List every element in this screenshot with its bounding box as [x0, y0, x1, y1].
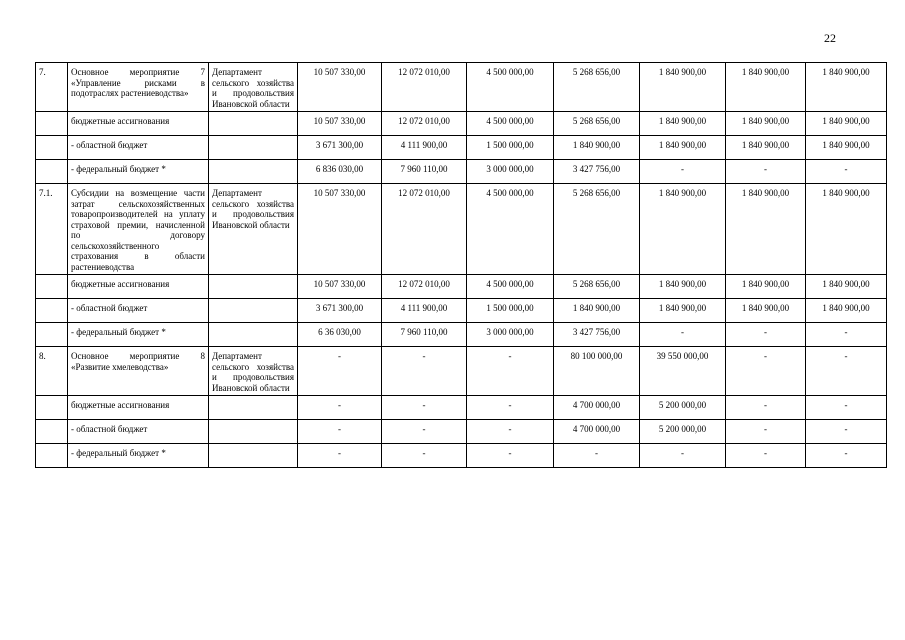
value-cell-4: 4 700 000,00: [554, 420, 640, 444]
row-name: - федеральный бюджет *: [68, 323, 209, 347]
value-cell-5: 1 840 900,00: [640, 112, 726, 136]
table-row-main: [36, 184, 887, 275]
value-cell-7: 1 840 900,00: [806, 112, 887, 136]
row-executor: Департамент сельского хозяйства и продовольствия Ивановской области: [209, 63, 298, 112]
row-executor-empty: [209, 136, 298, 160]
table-row-sub: [36, 420, 887, 444]
row-name: - федеральный бюджет *: [68, 444, 209, 468]
value-cell-3: 4 500 000,00: [467, 184, 554, 275]
row-executor-empty: [209, 323, 298, 347]
row-index-empty: [36, 112, 68, 136]
value-cell-7: -: [806, 420, 887, 444]
row-index: 7.1.: [36, 184, 68, 275]
row-index: 8.: [36, 347, 68, 396]
row-executor-empty: [209, 299, 298, 323]
value-cell-1: -: [298, 444, 382, 468]
row-name: бюджетные ассигнования: [68, 112, 209, 136]
row-executor-empty: [209, 112, 298, 136]
value-cell-1: -: [298, 347, 382, 396]
value-cell-5: -: [640, 444, 726, 468]
value-cell-4: 5 268 656,00: [554, 63, 640, 112]
row-index-empty: [36, 323, 68, 347]
row-name: бюджетные ассигнования: [68, 396, 209, 420]
value-cell-5: 5 200 000,00: [640, 420, 726, 444]
value-cell-2: 4 111 900,00: [382, 136, 467, 160]
value-cell-4: 4 700 000,00: [554, 396, 640, 420]
table-row-sub: [36, 444, 887, 468]
row-name: Основное мероприятие 7 «Управление рисками в подотраслях растениеводства»: [68, 63, 209, 112]
row-index-empty: [36, 275, 68, 299]
value-cell-2: 7 960 110,00: [382, 323, 467, 347]
value-cell-1: -: [298, 420, 382, 444]
value-cell-1: 6 36 030,00: [298, 323, 382, 347]
value-cell-3: 4 500 000,00: [467, 112, 554, 136]
value-cell-3: 4 500 000,00: [467, 275, 554, 299]
value-cell-2: 12 072 010,00: [382, 112, 467, 136]
value-cell-3: -: [467, 347, 554, 396]
value-cell-5: 39 550 000,00: [640, 347, 726, 396]
page-number: 22: [824, 31, 836, 45]
value-cell-3: 3 000 000,00: [467, 160, 554, 184]
row-name: - федеральный бюджет *: [68, 160, 209, 184]
table-body: [36, 63, 887, 468]
table-row-main: [36, 63, 887, 112]
value-cell-5: 1 840 900,00: [640, 299, 726, 323]
row-name: - областной бюджет: [68, 136, 209, 160]
value-cell-7: 1 840 900,00: [806, 275, 887, 299]
value-cell-2: 12 072 010,00: [382, 275, 467, 299]
value-cell-6: -: [726, 323, 806, 347]
table-row-sub: [36, 323, 887, 347]
table-row-sub: [36, 136, 887, 160]
value-cell-3: 1 500 000,00: [467, 299, 554, 323]
value-cell-7: -: [806, 323, 887, 347]
value-cell-7: 1 840 900,00: [806, 136, 887, 160]
value-cell-7: -: [806, 444, 887, 468]
row-index-empty: [36, 136, 68, 160]
table-row-main: [36, 347, 887, 396]
value-cell-6: -: [726, 420, 806, 444]
row-name: - областной бюджет: [68, 299, 209, 323]
row-name: Основное мероприятие 8 «Развитие хмелеводства»: [68, 347, 209, 396]
value-cell-6: 1 840 900,00: [726, 299, 806, 323]
row-executor: Департамент сельского хозяйства и продовольствия Ивановской области: [209, 347, 298, 396]
value-cell-6: -: [726, 444, 806, 468]
row-index-empty: [36, 396, 68, 420]
table-row-sub: [36, 112, 887, 136]
value-cell-7: -: [806, 347, 887, 396]
value-cell-6: 1 840 900,00: [726, 63, 806, 112]
value-cell-4: 80 100 000,00: [554, 347, 640, 396]
table-row-sub: [36, 160, 887, 184]
row-executor-empty: [209, 396, 298, 420]
value-cell-1: 3 671 300,00: [298, 299, 382, 323]
row-index-empty: [36, 299, 68, 323]
row-executor-empty: [209, 160, 298, 184]
value-cell-5: -: [640, 323, 726, 347]
value-cell-3: -: [467, 396, 554, 420]
value-cell-2: -: [382, 396, 467, 420]
table-row-sub: [36, 299, 887, 323]
value-cell-5: 5 200 000,00: [640, 396, 726, 420]
row-name: - областной бюджет: [68, 420, 209, 444]
value-cell-7: 1 840 900,00: [806, 63, 887, 112]
value-cell-5: 1 840 900,00: [640, 275, 726, 299]
value-cell-5: -: [640, 160, 726, 184]
value-cell-4: 1 840 900,00: [554, 136, 640, 160]
row-name: Субсидии на возмещение части затрат сельскохозяйственных товаропроизводителей на уплату страховой премии, начисленной по договору сельскохозяйственного страхования в области растениеводства: [68, 184, 209, 275]
value-cell-2: -: [382, 420, 467, 444]
value-cell-4: 3 427 756,00: [554, 160, 640, 184]
row-executor: Департамент сельского хозяйства и продовольствия Ивановской области: [209, 184, 298, 275]
value-cell-6: 1 840 900,00: [726, 112, 806, 136]
value-cell-1: -: [298, 396, 382, 420]
value-cell-2: -: [382, 444, 467, 468]
value-cell-6: -: [726, 160, 806, 184]
row-index-empty: [36, 420, 68, 444]
value-cell-2: 12 072 010,00: [382, 63, 467, 112]
value-cell-6: 1 840 900,00: [726, 184, 806, 275]
value-cell-2: 7 960 110,00: [382, 160, 467, 184]
value-cell-7: -: [806, 160, 887, 184]
value-cell-4: -: [554, 444, 640, 468]
value-cell-4: 5 268 656,00: [554, 184, 640, 275]
value-cell-4: 1 840 900,00: [554, 299, 640, 323]
value-cell-2: 4 111 900,00: [382, 299, 467, 323]
value-cell-1: 10 507 330,00: [298, 184, 382, 275]
value-cell-6: -: [726, 347, 806, 396]
value-cell-2: -: [382, 347, 467, 396]
row-executor-empty: [209, 444, 298, 468]
value-cell-7: 1 840 900,00: [806, 184, 887, 275]
budget-table: [35, 62, 887, 468]
table-row-sub: [36, 275, 887, 299]
value-cell-7: 1 840 900,00: [806, 299, 887, 323]
row-executor-empty: [209, 275, 298, 299]
value-cell-2: 12 072 010,00: [382, 184, 467, 275]
value-cell-4: 5 268 656,00: [554, 275, 640, 299]
value-cell-1: 10 507 330,00: [298, 275, 382, 299]
value-cell-4: 5 268 656,00: [554, 112, 640, 136]
value-cell-6: 1 840 900,00: [726, 275, 806, 299]
value-cell-4: 3 427 756,00: [554, 323, 640, 347]
value-cell-3: 1 500 000,00: [467, 136, 554, 160]
value-cell-6: 1 840 900,00: [726, 136, 806, 160]
value-cell-1: 10 507 330,00: [298, 112, 382, 136]
value-cell-1: 10 507 330,00: [298, 63, 382, 112]
row-index: 7.: [36, 63, 68, 112]
value-cell-3: -: [467, 420, 554, 444]
value-cell-5: 1 840 900,00: [640, 184, 726, 275]
row-index-empty: [36, 160, 68, 184]
row-executor-empty: [209, 420, 298, 444]
value-cell-1: 6 836 030,00: [298, 160, 382, 184]
row-name: бюджетные ассигнования: [68, 275, 209, 299]
value-cell-7: -: [806, 396, 887, 420]
value-cell-5: 1 840 900,00: [640, 136, 726, 160]
value-cell-3: 4 500 000,00: [467, 63, 554, 112]
row-index-empty: [36, 444, 68, 468]
value-cell-5: 1 840 900,00: [640, 63, 726, 112]
value-cell-6: -: [726, 396, 806, 420]
value-cell-1: 3 671 300,00: [298, 136, 382, 160]
value-cell-3: 3 000 000,00: [467, 323, 554, 347]
table-row-sub: [36, 396, 887, 420]
value-cell-3: -: [467, 444, 554, 468]
